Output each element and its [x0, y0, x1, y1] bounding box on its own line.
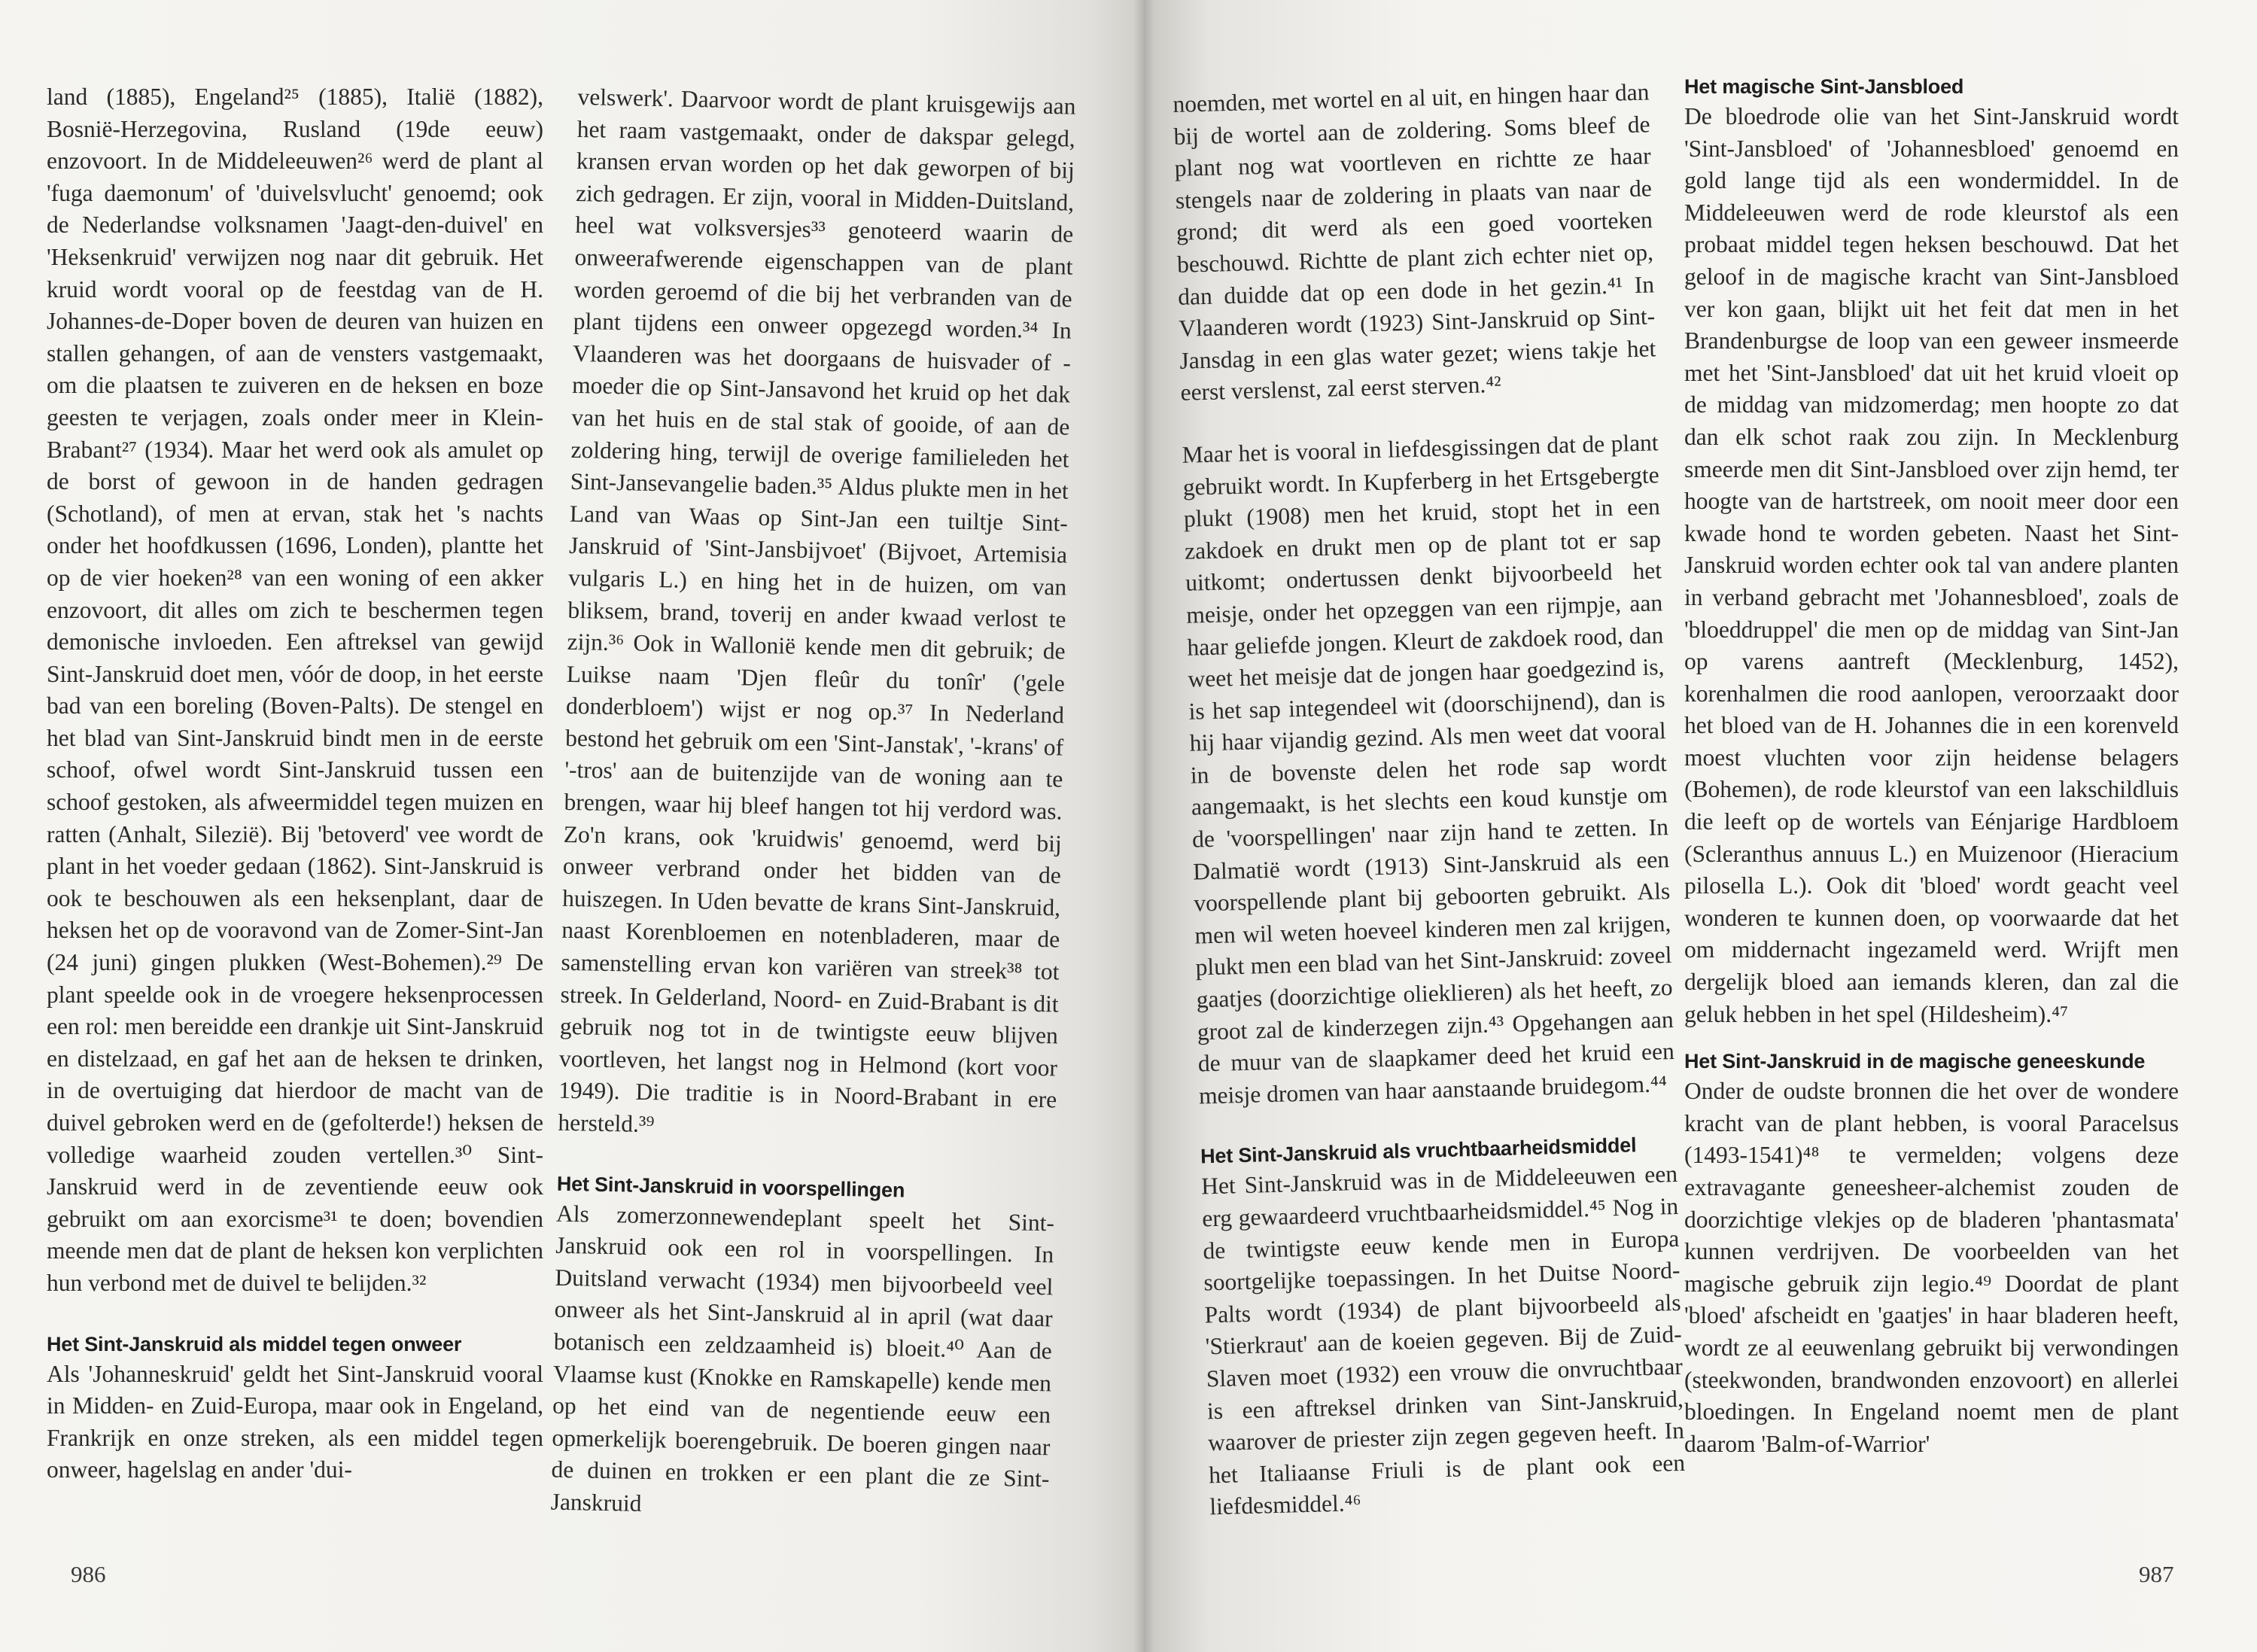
body-paragraph: Als zomerzonnewendeplant speelt het Sint-Janskruid ook een rol in voorspellingen. In Duitsland verwacht (1934) men bijvoorbeeld veel onweer als het Sint-Janskruid al in april (wat daar botanisch een zeldzaamheid is) bloeit.⁴⁰ Aan de Vlaamse kust (Knokke en Ramskapelle) kende men op het eind van de negentiende eeuw een opmerkelijk boerengebruik. De boeren gingen naar de duinen en trokken er een plant die ze Sint-Janskruid [550, 1200, 1055, 1517]
body-paragraph: Onder de oudste bronnen die het over de wondere kracht van de plant hebben, is vooral Paracelsus (1493-1541)⁴⁸ te vermelden; volgens deze extravagante geneesheer-alchemist zouden de doorzichtige vlekjes op de bladeren 'phantasmata' kunnen verdrijven. De voorbeelden van het magische gebruik zijn legio.⁴⁹ Doordat de plant 'bloed' afscheidt en 'gaatjes' in haar bladeren heeft, wordt ze al eeuwenlang gebruikt bij verwondingen (steekwonden, brandwonden enzovoort) en allerlei bloedingen. In Engeland noemt men de plant daarom 'Balm-of-Warrior' [1684, 1078, 2179, 1457]
section-heading: Het Sint-Janskruid als vruchtbaarheidsmiddel [1200, 1133, 1637, 1168]
body-paragraph: Het Sint-Janskruid was in de Middeleeuwen een erg gewaardeerd vruchtbaarheidsmiddel.⁴⁵ Nog in de twintigste eeuw kende men in Europa soortgelijke toepassingen. In het Duitse Noord-Palts wordt (1934) de plant bijvoorbeeld als 'Stierkraut' aan de koeien gegeven. Bij de Zuid-Slaven moet (1932) een vrouw die onvruchtbaar is een aftreksel drinken van Sint-Janskruid, waarover de priester zijn zegen gegeven heeft. In het Italiaanse Friuli is de plant ook een liefdesmiddel.⁴⁶ [1200, 1161, 1686, 1520]
right-page [1144, 0, 2257, 1652]
right-column-1 [1173, 76, 1687, 1523]
body-paragraph: land (1885), Engeland²⁵ (1885), Italië (1882), Bosnië-Herzegovina, Rusland (19de eeuw) enzovoort. In de Middeleeuwen²⁶ werd de plant al 'fuga daemonum' of 'duivelsvlucht' genoemd; ook de Nederlandse volksnamen 'Jaagt-den-duivel' en 'Heksenkruid' verwijzen nog naar dit gebruik. Het kruid wordt vooral op de feestdag van de H. Johannes-de-Doper boven de deuren van huizen en stallen gehangen, of aan de vensters vastgemaakt, om die plaatsen te zuiveren en de heksen en boze geesten te verjagen, zoals onder meer in Klein-Brabant²⁷ (1934). Maar het werd ook als amulet op de borst of gewoon in de handen gedragen (Schotland), of men at ervan, stak het 's nachts onder het hoofdkussen (1696, Londen), plantte het op de vier hoeken²⁸ van een woning of een akker enzovoort, dit alles om zich te beschermen tegen demonische invloeden. Een aftreksel van gewijd Sint-Janskruid doet men, vóór de doop, in het eerste bad van een boreling (Boven-Palts). De stengel en het blad van Sint-Janskruid bindt men in de eerste schoof, ofwel wordt Sint-Janskruid tussen een schoof gestoken, als afweermiddel tegen muizen en ratten (Anhalt, Silezië). Bij 'betoverd' vee wordt de plant in het voeder gedaan (1862). Sint-Janskruid is ook te beschouwen als een heksenplant, daar de heksen het op de vooravond van de Zomer-Sint-Jan (24 juni) gingen plukken (West-Bohemen).²⁹ De plant speelde ook in de vroegere heksenprocessen een rol: men bereidde een drankje uit Sint-Janskruid en distelzaad, en gaf het aan de heksen te drinken, in de overtuiging dat hierdoor de macht van de duivel gebroken werd en de (gefolterde!) heksen de volledige waarheid zouden vertellen.³⁰ Sint-Janskruid werd in de zeventiende eeuw ook gebruikt om aan exorcisme³¹ te doen; bovendien meende men dat de plant de heksen kon verplichten hun verbond met de duivel te belijden.³² [47, 84, 543, 1296]
section-heading: Het Sint-Janskruid in de magische geneeskunde [1684, 1050, 2146, 1073]
body-paragraph: velswerk'. Daarvoor wordt de plant kruisgewijs aan het raam vastgemaakt, onder de dakspar gelegd, kransen ervan worden op het dak geworpen of bij zich gedragen. Er zijn, vooral in Midden-Duitsland, heel wat volksversjes³³ genoteerd waarin de onweerafwerende eigenschappen van de plant worden geroemd of die bij het verbranden van de plant tijdens een onweer opgezegd worden.³⁴ In Vlaanderen was het doorgaans de huisvader of -moeder die op Sint-Jansavond het kruid op het dak van het huis en de stal stak of gooide, of aan de zoldering hing, terwijl de overige familieleden het Sint-Jansevangelie baden.³⁵ Aldus plukte men in het Land van Waas op Sint-Jan een tuiltje Sint-Janskruid of 'Sint-Jansbijvoet' (Bijvoet, Artemisia vulgaris L.) en hing het in de huizen, om van bliksem, brand, toverij en ander kwaad verlost te zijn.³⁶ Ook in Wallonië kende men dit gebruik; de Luikse naam 'Djen fleûr du tonîr' ('gele donderbloem') wijst er nog op.³⁷ In Nederland bestond het gebruik om een 'Sint-Janstak', '-krans' of '-tros' aan de buitenzijde van de woning aan te brengen, waar hij bleef hangen tot hij verdord was. Zo'n krans, ook 'kruidwis' genoemd, werd bij onweer verbrand onder het bidden van de huiszegen. In Uden bevatte de krans Sint-Janskruid, naast Korenbloemen en notenbladeren, maar de samenstelling ervan kon variëren van streek³⁸ tot streek. In Gelderland, Noord- en Zuid-Brabant is dit gebruik nog tot in de twintigste eeuw blijven voortleven, het langst nog in Helmond (kort voor 1949). Die traditie is in Noord-Brabant in ere hersteld.³⁹ [558, 83, 1076, 1138]
section-heading: Het magische Sint-Jansbloed [1684, 75, 1964, 98]
body-paragraph: Als 'Johanneskruid' geldt het Sint-Janskruid vooral in Midden- en Zuid-Europa, maar ook in Engeland, Frankrijk en onze streken, als een middel tegen onweer, hagelslag en ander 'dui- [47, 1360, 543, 1483]
page-number-left: 986 [71, 1561, 106, 1587]
page-number-right: 987 [2139, 1561, 2174, 1587]
body-paragraph: noemden, met wortel en al uit, en hingen haar dan bij de wortel aan de zoldering. Soms bleef de plant nog wat voortleven en richtte ze haar stengels naar de zoldering in plaats van naar de grond; dit werd als een goed voorteken beschouwd. Richtte de plant zich echter niet op, dan duidde dat op een dode in het gezin.⁴¹ In Vlaanderen wordt (1923) Sint-Janskruid op Sint-Jansdag in een glas water gezet; wiens takje het eerst verslenst, zal eerst sterven.⁴² [1173, 78, 1656, 406]
body-paragraph: De bloedrode olie van het Sint-Janskruid wordt 'Sint-Jansbloed' of 'Johannesbloed' genoemd en gold lange tijd als een wondermiddel. In de Middeleeuwen werd de rode kleurstof als een probaat middel tegen heksen beschouwd. Dat het geloof in de magische kracht van Sint-Jansbloed ver kon gaan, blijkt uit het feit dat men in het Brandenburgse de loop van een geweer insmeerde met het 'Sint-Jansbloed' dat uit het kruid vloeit op de middag van midzomerdag; men hoopte zo dat dan elk schot raak zou zijn. In Mecklenburg smeerde men dit Sint-Jansbloed over zijn hemd, ter hoogte van de hartstreek, om nooit meer door een kwade hond te worden gebeten. Naast het Sint-Janskruid worden echter ook tal van andere planten in verband gebracht met 'Johannesbloed', zoals de 'bloeddruppel' die men op de middag van Sint-Jan op varens aantreft (Mecklenburg, 1452), korenhalmen die rood aanlopen, veroorzaakt door het bloed van de H. Johannes die in een korenveld moest vluchten voor zijn heidense belagers (Bohemen), de rode kleurstof van een lakschildluis die leeft op de wortels van Eénjarige Hardbloem (Scleranthus annuus L.) en Muizenoor (Hieracium pilosella L.). Ook dit 'bloed' wordt geacht veel wonderen te kunnen doen, op voorwaarde dat het om middernacht ingezameld werd. Wrijft men dergelijk bloed aan iemands kleren, dan zal die geluk hebben in het spel (Hildesheim).⁴⁷ [1684, 103, 2179, 1027]
book-gutter [1133, 0, 1154, 1652]
section-heading: Het Sint-Janskruid in voorspellingen [556, 1172, 905, 1202]
section-heading: Het Sint-Janskruid als middel tegen onweer [47, 1332, 462, 1355]
right-column-2 [1684, 72, 2179, 1460]
body-paragraph: Maar het is vooral in liefdesgissingen dat de plant gebruikt wordt. In Kupferberg in het Ertsgebergte plukt (1908) men het kruid, stopt het in een zakdoek en drukt men op de plant tot er sap uitkomt; ondertussen denkt bijvoorbeeld het meisje, onder het opzeggen van een rijmpje, aan haar geliefde jongen. Kleurt de zakdoek rood, dan weet het meisje dat de jongen haar goedgezind is, is het sap integendeel wit (doorschijnend), dan is hij haar vijandig gezind. Als men weet dat vooral in de bovenste delen het rode sap wordt aangemaakt, is het slechts een koud kunstje om de 'voorspellingen' naar zijn hand te zetten. In Dalmatië wordt (1913) Sint-Janskruid als een voorspellende plant bij geboorten gebruikt. Als men wil weten hoeveel kinderen men zal krijgen, plukt men een blad van het Sint-Janskruid: zoveel gaatjes (doorzichtige olieklieren) als het heeft, zo groot zal de kinderzegen zijn.⁴³ Opgehangen aan de muur van de slaapkamer deed het kruid een meisje dromen van haar aanstaande bruidegom.⁴⁴ [1182, 429, 1675, 1109]
left-column-2 [550, 81, 1076, 1528]
left-column-1 [47, 81, 543, 1486]
